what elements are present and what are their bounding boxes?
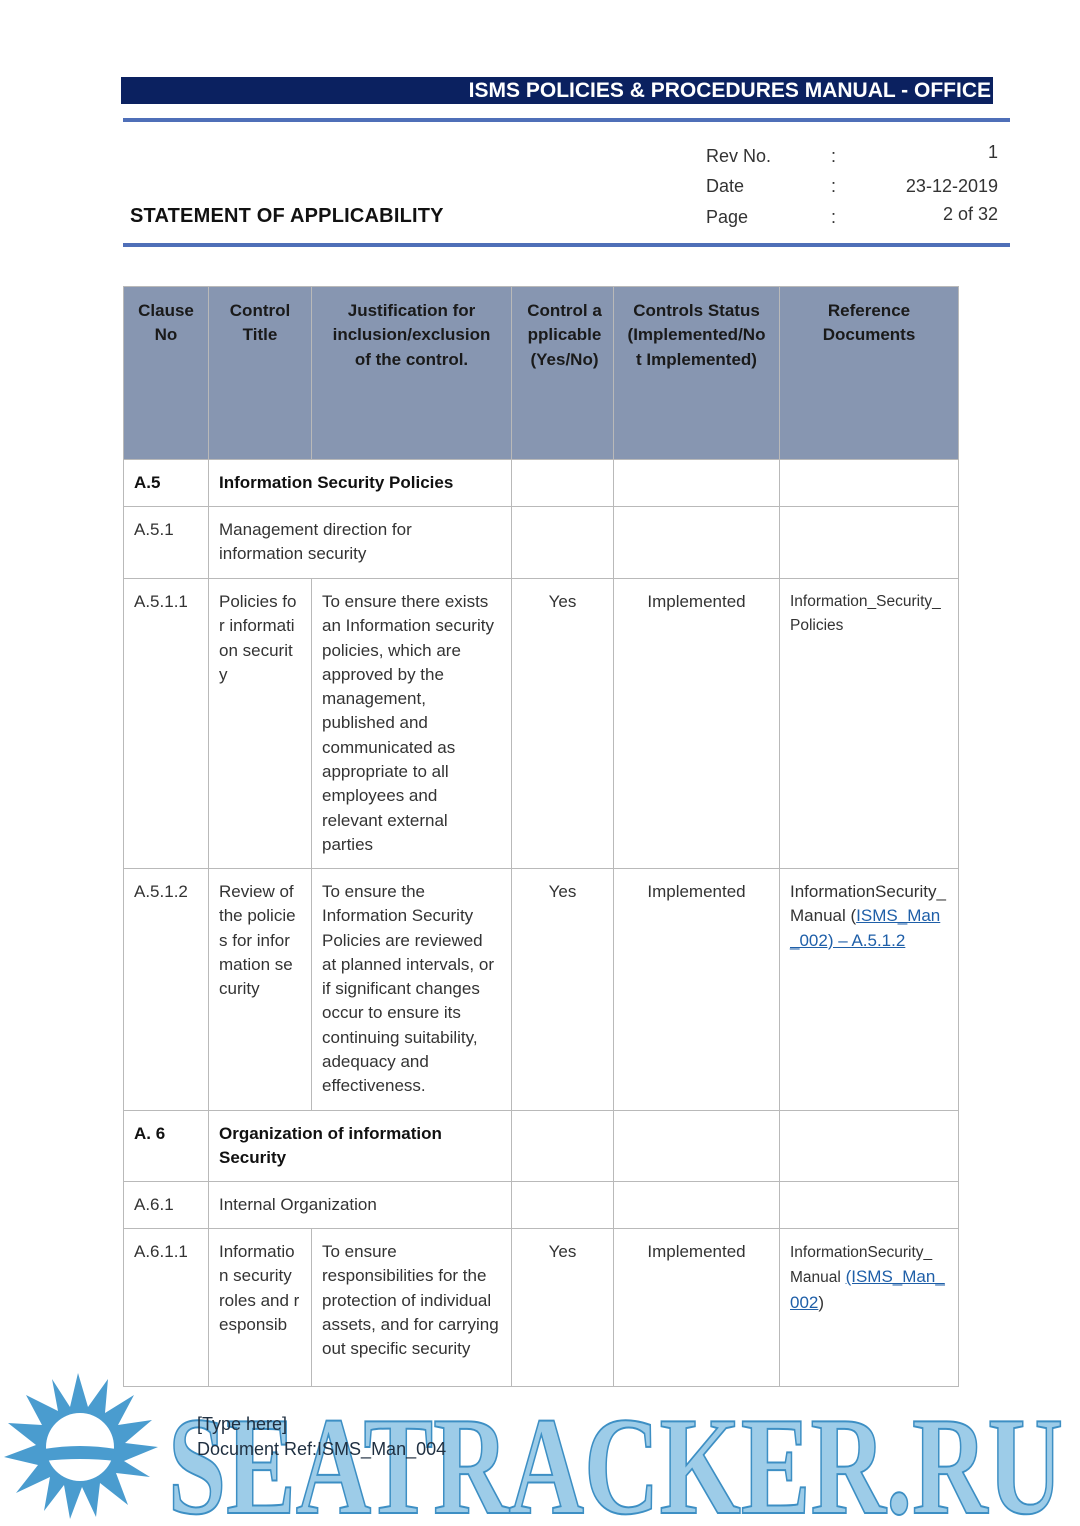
meta-rev-label: Rev No. (706, 146, 772, 166)
status-cell (614, 1111, 780, 1182)
col-header-reference: Reference Documents (780, 287, 959, 460)
applicable-cell: Yes (512, 579, 614, 869)
title-cell: Internal Organization (209, 1182, 512, 1229)
clause-cell: A.6.1.1 (124, 1229, 209, 1387)
status-cell (614, 507, 780, 579)
reference-text: InformationSecurity_ Manual (790, 882, 946, 926)
meta-page-colon: : (831, 207, 837, 227)
applicable-cell (512, 1111, 614, 1182)
title-cell: Information Security Policies (209, 460, 512, 507)
table-row (124, 1182, 959, 1229)
reference-cell (780, 1229, 959, 1387)
col-header-status: Controls Status (Implemented/Not Implemented) (614, 287, 780, 460)
reference-cell (780, 1111, 959, 1182)
reference-cell: Information_Security_Policies (780, 579, 959, 869)
sun-disk (46, 1413, 114, 1481)
col-header-justification: Justification for inclusion/exclusion of the control. (312, 287, 512, 460)
title-cell: Management direction for information security (209, 507, 512, 579)
meta-date (706, 176, 998, 202)
justification-cell: To ensure responsibilities for the protection of individual assets, and for carrying out specific security (312, 1229, 512, 1387)
header-rule-top (123, 118, 1010, 122)
reference-paren: ( (850, 906, 857, 926)
title-cell: Review of the policies for information security (209, 869, 312, 1111)
meta-page (706, 204, 998, 233)
meta-rev-colon: : (831, 146, 837, 166)
reference-cell (780, 869, 959, 1111)
clause-cell: A.5.1.2 (124, 869, 209, 1111)
meta-page-value: 2 of 32 (942, 204, 998, 224)
meta-page-label: Page (706, 207, 749, 227)
table-row (124, 869, 959, 1111)
reference-cell (780, 1182, 959, 1229)
page-footer (197, 1412, 446, 1462)
status-cell: Implemented (614, 869, 780, 1111)
meta-rev-value: 1 (987, 142, 998, 162)
status-cell (614, 460, 780, 507)
status-cell (614, 1182, 780, 1229)
reference-link[interactable]: ISMS_Man_002) – A.5.1.2 (790, 906, 941, 950)
sun-water (44, 1446, 116, 1461)
clause-cell: A. 6 (124, 1111, 209, 1182)
col-header-clause-no: Clause No (124, 287, 209, 460)
soa-table (123, 286, 959, 1387)
reference-paren: ) (818, 1292, 825, 1312)
meta-date-label: Date (706, 176, 745, 196)
table-row (124, 1229, 959, 1387)
table-row (124, 579, 959, 869)
page-title: STATEMENT OF APPLICABILITY (130, 205, 444, 227)
justification-cell: To ensure the Information Security Policies are reviewed at planned intervals, or if significant changes occur to ensure its continuing suitability, adequacy and effectiveness. (312, 869, 512, 1111)
clause-cell: A.6.1 (124, 1182, 209, 1229)
meta-rev (706, 142, 998, 172)
reference-text: InformationSecurity_ Manual (790, 1244, 933, 1287)
applicable-cell (512, 507, 614, 579)
col-header-control-title: Control Title (209, 287, 312, 460)
clause-cell: A.5 (124, 460, 209, 507)
applicable-cell: Yes (512, 869, 614, 1111)
status-cell: Implemented (614, 579, 780, 869)
meta-date-value: 23-12-2019 (905, 176, 998, 196)
status-cell: Implemented (614, 1229, 780, 1387)
applicable-cell: Yes (512, 1229, 614, 1387)
table-row (124, 460, 959, 507)
title-cell: Information security roles and responsib (209, 1229, 312, 1387)
clause-cell: A.5.1.1 (124, 579, 209, 869)
col-header-applicable: Control applicable (Yes/No) (512, 287, 614, 460)
table-row (124, 1111, 959, 1182)
header-rule-bottom (123, 243, 1010, 247)
title-cell: Organization of information Security (209, 1111, 512, 1182)
reference-cell (780, 460, 959, 507)
watermark (0, 1365, 1080, 1526)
clause-cell: A.5.1 (124, 507, 209, 579)
justification-cell: To ensure there exists an Information security policies, which are approved by the management, published and communicated as appropriate to all employees and relevant external parties (312, 579, 512, 869)
watermark-text: SEATRACKER.RU (168, 1389, 1063, 1526)
table-row (124, 507, 959, 579)
applicable-cell (512, 1182, 614, 1229)
reference-cell (780, 507, 959, 579)
reference-link[interactable]: (ISMS_Man_002 (790, 1267, 945, 1312)
sun-logo (4, 1373, 158, 1519)
applicable-cell (512, 460, 614, 507)
footer-doc-ref: Document Ref:ISMS_Man_004 (197, 1439, 447, 1459)
meta-date-colon: : (831, 176, 837, 196)
manual-banner: ISMS POLICIES & PROCEDURES MANUAL - OFFICE (121, 77, 993, 104)
title-cell: Policies for information security (209, 579, 312, 869)
table-header-row (124, 287, 959, 460)
sun-rays (4, 1373, 158, 1519)
footer-placeholder: [Type here] (197, 1414, 288, 1434)
